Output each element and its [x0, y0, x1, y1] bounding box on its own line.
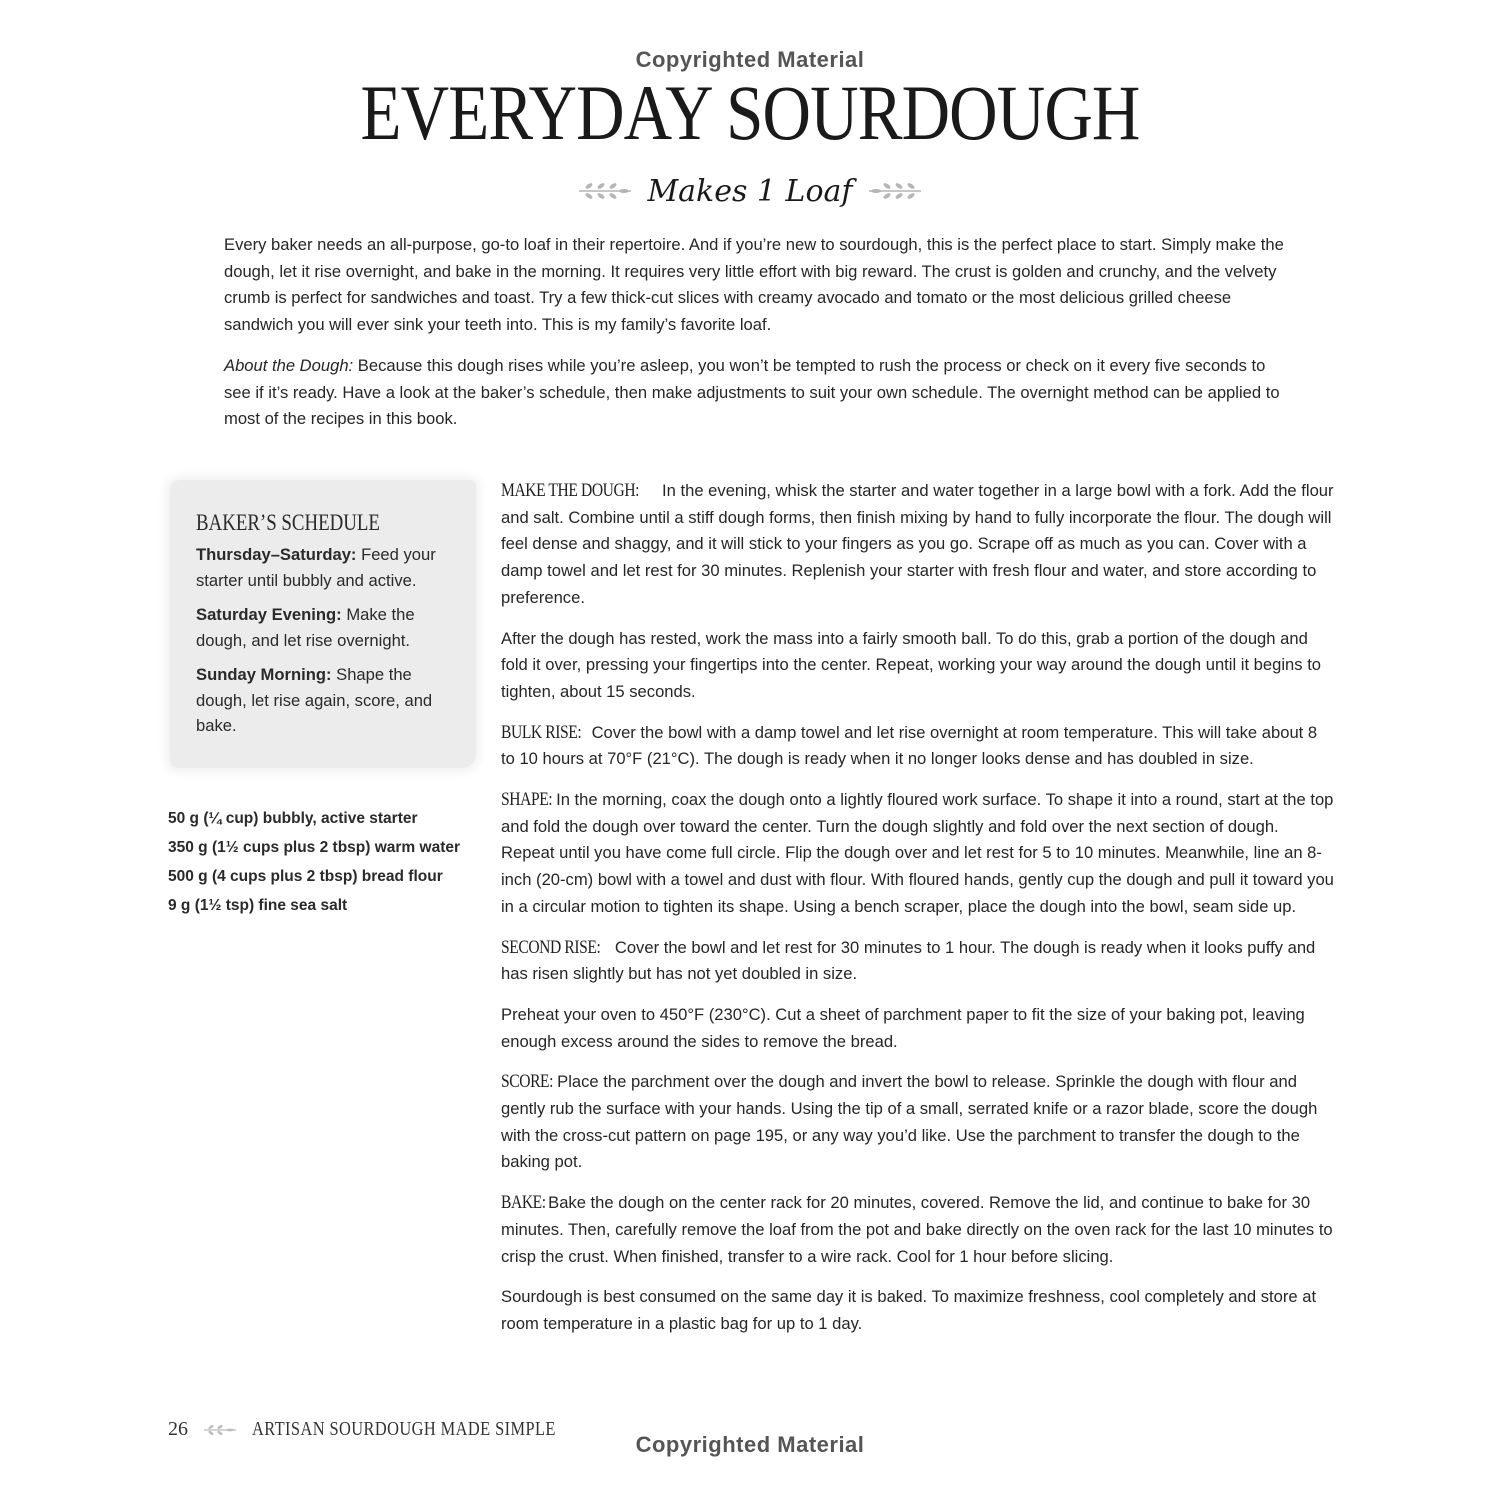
wheat-sprig-icon	[577, 180, 633, 202]
step-preheat: Preheat your oven to 450°F (230°C). Cut a sheet of parchment paper to fit the size of your baking pot, leaving enough excess around the sides to remove the bread.	[501, 1004, 1305, 1051]
schedule-item-text: Make the dough, and let rise overnight.	[196, 605, 415, 650]
ingredient-item: 500 g (4 cups plus 2 tbsp) bread flour	[168, 868, 443, 885]
schedule-item-text: Feed your starter until bubbly and active.	[196, 545, 436, 590]
schedule-item-label: Thursday–Saturday:	[196, 545, 357, 564]
schedule-item-label: Sunday Morning:	[196, 665, 332, 684]
step-text: In the morning, coax the dough onto a lightly floured work surface. To shape it into a round, start at the top and fold the dough over toward the center. Turn the dough slightly and fold over the next section of dough. Repeat until you have come full circle. Flip the dough over and let rest for 5 to 10 minutes. Meanwhile, line an 8-inch (20-cm) bowl with a towel and dust with flour. With floured hands, gently cup the dough and pull it toward you in a circular motion to tighten its shape. Using a bench scraper, place the dough into the bowl, seam side up.	[501, 790, 1334, 916]
step-second-rise	[501, 935, 1335, 988]
recipe-method	[501, 478, 1335, 1352]
bakers-schedule-list	[196, 542, 458, 748]
step-storage: Sourdough is best consumed on the same day it is baked. To maximize freshness, cool completely and store at room temperature in a plastic bag for up to 1 day.	[501, 1287, 1317, 1333]
copyright-watermark-bottom: Copyrighted Material	[635, 1432, 865, 1457]
wheat-sprig-icon	[867, 180, 923, 202]
page-number: 26	[168, 1418, 188, 1440]
bakers-schedule-heading: BAKER’S SCHEDULE	[196, 510, 380, 535]
step-shape	[501, 787, 1335, 921]
ingredient-item: 9 g (1½ tsp) fine sea salt	[168, 897, 348, 914]
step-heading: SECOND RISE:	[501, 936, 601, 958]
step-heading: BULK RISE:	[501, 721, 582, 743]
step-score	[501, 1069, 1335, 1176]
schedule-item-label: Saturday Evening:	[196, 605, 342, 624]
step-bake	[501, 1190, 1335, 1270]
step-make-the-dough	[501, 478, 1335, 612]
step-rested: After the dough has rested, work the mass into a fairly smooth ball. To do this, grab a portion of the dough and fold it over, pressing your fingertips into the center. Repeat, working your way around the dough until it begins to tighten, about 15 seconds.	[501, 628, 1322, 701]
recipe-yield: Makes 1 Loaf	[647, 173, 853, 209]
schedule-item	[196, 542, 458, 593]
about-the-dough-paragraph	[224, 353, 1284, 433]
schedule-item	[196, 662, 458, 739]
step-text: In the evening, whisk the starter and water together in a large bowl with a fork. Add the flour and salt. Combine until a stiff dough forms, then finish mixing by hand to fully incorporate the flour. The dough will feel dense and shaggy, and it will stick to your fingers as you go. Scrape off as much as you can. Cover with a damp towel and let rest for 30 minutes. Replenish your starter with fresh flour and water, and store according to preference.	[501, 481, 1334, 607]
step-text: Bake the dough on the center rack for 20 minutes, covered. Remove the lid, and continue to bake for 30 minutes. Then, carefully remove the loaf from the pot and bake directly on the oven rack for the last 10 minutes to crisp the crust. When finished, transfer to a wire rack. Cool for 1 hour before slicing.	[501, 1193, 1333, 1266]
bakers-schedule-box	[170, 480, 476, 768]
ingredient-item: 350 g (1½ cups plus 2 tbsp) warm water	[168, 839, 461, 856]
intro-paragraph: Every baker needs an all-purpose, go-to loaf in their repertoire. And if you’re new to sourdough, this is the perfect place to start. Simply make the dough, let it rise overnight, and bake in the morning. It requires very little effort with big reward. The crust is golden and crunchy, and the velvety crumb is perfect for sandwiches and toast. Try a few thick-cut slices with creamy avocado and tomato or the most delicious grilled cheese sandwich you will ever sink your teeth into. This is my family’s favorite loaf.	[224, 235, 1284, 335]
step-bulk-rise	[501, 720, 1335, 773]
step-heading: SHAPE:	[501, 789, 553, 811]
step-heading: BAKE:	[501, 1192, 546, 1214]
ingredient-list	[168, 808, 468, 924]
step-text: Cover the bowl and let rest for 30 minutes to 1 hour. The dough is ready when it looks puffy and has risen slightly but has not yet doubled in size.	[501, 937, 1316, 984]
ingredient-item: 50 g (¼ cup) bubbly, active starter	[168, 810, 418, 827]
recipe-title: EVERYDAY SOURDOUGH	[360, 69, 1140, 156]
step-text: Cover the bowl with a damp towel and let rise overnight at room temperature. This will take about 8 to 10 hours at 70°F (21°C). The dough is ready when it no longer looks dense and has doubled in size.	[501, 722, 1318, 769]
step-text: Place the parchment over the dough and invert the bowl to release. Sprinkle the dough with flour and gently rub the surface with your hands. Using the tip of a small, serrated knife or a razor blade, score the dough with the cross-cut pattern on page 195, or any way you’d like. Use the parchment to transfer the dough to the baking pot.	[501, 1072, 1318, 1172]
book-title: ARTISAN SOURDOUGH MADE SIMPLE	[252, 1418, 556, 1440]
about-the-dough-text: Because this dough rises while you’re asleep, you won’t be tempted to rush the process or check on it every five seconds to see if it’s ready. Have a look at the baker’s schedule, then make adjustments to suit your own schedule. The overnight method can be applied to most of the recipes in this book.	[224, 355, 1280, 429]
recipe-introduction	[224, 232, 1284, 447]
schedule-item	[196, 602, 458, 653]
schedule-item-text: Shape the dough, let rise again, score, and bake.	[196, 665, 433, 735]
step-heading: SCORE:	[501, 1071, 554, 1093]
copyright-watermark-top: Copyrighted Material	[635, 47, 865, 72]
recipe-yield-row	[0, 166, 1500, 216]
about-the-dough-label: About the Dough:	[224, 355, 354, 375]
step-heading: MAKE THE DOUGH:	[501, 480, 640, 501]
